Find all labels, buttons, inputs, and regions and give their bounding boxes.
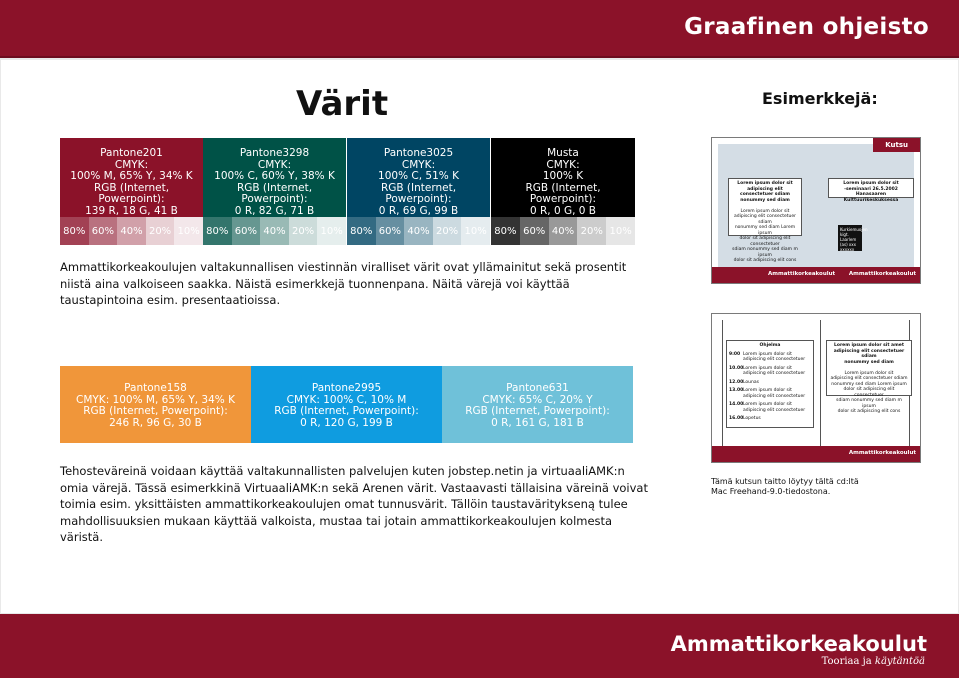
color-spec-line: 100% K (542, 170, 584, 182)
color-name: Pantone201 (100, 147, 163, 159)
tint-swatch: 60% (89, 217, 118, 245)
program-info-line: dolor sit adipiscing elit cons (837, 409, 901, 414)
footer-brand: Ammattikorkeakoulut (670, 632, 927, 656)
color-spec-line: 100% C, 60% Y, 38% K (214, 170, 335, 182)
program-info-line: sdiam nonummy sed diam m ipsum (836, 398, 902, 409)
invitation-text-line: dolor sit adipiscing elit cons (733, 258, 797, 263)
color-swatch (60, 138, 203, 217)
program-footer-brand: Ammattikorkeakoulut (848, 450, 916, 456)
color-swatch-text (251, 383, 442, 429)
invitation-event-line: Lorem ipsum dolor sit (843, 181, 899, 186)
program-info-line: adipiscing elit consectetuer sdiam (830, 376, 908, 381)
color-spec-line: RGB (Internet, Powerpoint): (236, 181, 313, 205)
invitation-text-box (728, 178, 802, 263)
program-info-line: dolor sit adipiscing elit consectetuer (843, 387, 895, 398)
color-spec-line: 100% M, 65% Y, 34% K (70, 170, 193, 182)
tint-row (60, 217, 203, 245)
tint-swatch: 40% (117, 217, 146, 245)
tint-row (203, 217, 346, 245)
program-text: Lounas (743, 379, 759, 385)
program-text: Lorem ipsum dolor sit adipiscing elit consectetuer (743, 351, 806, 362)
colors-heading: Värit (296, 84, 389, 124)
invitation-text-line: Lorem ipsum dolor sit (737, 181, 793, 186)
invitation-text-line: Lorem ipsum dolor sit (740, 208, 790, 214)
page-title: Graafinen ohjeisto (684, 14, 929, 40)
invitation-tag: Kutsu (873, 138, 920, 152)
color-swatch-text (442, 383, 633, 429)
color-spec-line: 0 R, 120 G, 199 B (300, 416, 393, 429)
program-info-line: Lorem ipsum dolor sit (844, 370, 894, 376)
color-spec-line: CMYK: (257, 158, 292, 171)
color-spec-line: CMYK: (401, 158, 436, 171)
color-spec-line: RGB (Internet, Powerpoint): (525, 181, 601, 205)
color-spec-line: 0 R, 69 G, 99 B (378, 204, 459, 217)
program-time: 16.00 (729, 416, 744, 421)
tint-row (491, 217, 635, 245)
color-spec-line: 0 R, 161 G, 181 B (491, 416, 584, 429)
tint-swatch: 80% (347, 217, 376, 245)
program-text: Lorem ipsum dolor sit adipiscing elit consectetuer (743, 402, 806, 413)
color-spec-line: CMYK: 100% C, 10% M (286, 393, 407, 406)
example-program (711, 313, 921, 463)
accent-colors-paragraph: Tehosteväreinä voidaan käyttää valtakunnallisten palvelujen kuten jobstep.netin ja virtuaaliAMK:n omia värejä. Tässä esimerkkinä VirtuaaliAMK:n sekä Arenen värit. Vastaavasti tällaisina väreinä voivat toimia esim. yksittäisten ammattikorkeakoulujen omat tunnusvärit. Tällöin taustaväritykseną tulee mahdollisuuksien mukaan käyttää valkoista, mustaa tai jotain ammattikorkeakoulujen kolmesta väristä. (60, 464, 648, 544)
program-footer (712, 446, 920, 462)
color-spec-line: RGB (Internet, Powerpoint): (380, 181, 457, 205)
accent-color-swatch (251, 366, 442, 443)
color-spec-line: CMYK: 100% M, 65% Y, 34% K (76, 393, 235, 406)
program-info-line: nonummy sed diam Lorem ipsum (831, 381, 907, 387)
tint-row (347, 217, 490, 245)
accent-color-swatch (60, 366, 251, 443)
invitation-address-box (838, 225, 868, 252)
color-swatch-text (60, 148, 203, 217)
color-name: Pantone158 (124, 382, 187, 394)
tint-swatch: 60% (520, 217, 549, 245)
tint-swatch: 10% (174, 217, 203, 245)
program-row (729, 366, 811, 377)
tint-swatch: 20% (146, 217, 175, 245)
color-name: Pantone2995 (311, 382, 382, 394)
tint-swatch: 80% (60, 217, 89, 245)
program-text: Lopetus (743, 416, 761, 421)
footer-bar (0, 614, 959, 678)
program-time: 10.00 (729, 365, 744, 371)
invitation-event-line: -seminaari 26.5.2002 (844, 186, 898, 192)
invitation-address-line: (as) xxx xxxxxx (840, 242, 857, 252)
header-bar (0, 0, 959, 58)
color-spec-line: RGB (Internet, Powerpoint): (93, 181, 170, 205)
color-name: Pantone3298 (239, 147, 310, 159)
invitation-text-line: sdiam nonummy sed diam m ipsum (732, 247, 798, 258)
invitation-text-line: dolor sit adipiscing elit consectetuer (739, 236, 791, 247)
invitation-footer-brand: Ammattikorkeakoulut (768, 271, 836, 277)
invitation-text-line: nonummy sed diam Lorem ipsum (734, 225, 796, 236)
colors-paragraph: Ammattikorkeakoulujen valtakunnallisen viestinnän viralliset värit ovat yllämainitut sekä prosentit niistä aina valkoiseen saakka. Näistä esimerkkejä tuonnenpana. Näitä värejä voi käyttää taustapintoina esim. presentaatioissa. (60, 260, 627, 307)
invitation-event-box (828, 178, 914, 203)
color-name: Pantone631 (506, 382, 569, 394)
color-spec-line: CMYK: 65% C, 20% Y (482, 393, 593, 406)
program-time: 13.00 (729, 388, 744, 393)
tint-swatch: 10% (606, 217, 635, 245)
program-info-box (826, 340, 912, 414)
tint-swatch: 60% (376, 217, 405, 245)
program-row (729, 402, 811, 413)
tint-swatch: 60% (232, 217, 261, 245)
color-spec-line: RGB (Internet, Powerpoint): (465, 405, 610, 417)
tint-swatch: 20% (577, 217, 606, 245)
program-text: Lorem ipsum dolor sit adipiscing elit consectetuer (743, 365, 806, 376)
color-spec-line: RGB (Internet, Powerpoint): (83, 405, 228, 417)
color-spec-line: 100% C, 51% K (378, 170, 459, 182)
program-info-line: nonummy sed diam (844, 359, 894, 365)
tint-swatch: 10% (317, 217, 346, 245)
color-swatch-text (60, 383, 251, 429)
color-swatch (491, 138, 635, 217)
program-time: 9:00 (729, 351, 741, 357)
program-row (729, 388, 811, 399)
tint-swatch: 40% (404, 217, 433, 245)
invitation-event-line: Hanasaaren Kulttuurikeskuksessa (843, 192, 899, 203)
program-text: Lorem ipsum dolor sit adipiscing elit consectetuer (743, 388, 806, 399)
color-spec-line: 0 R, 82 G, 71 B (234, 204, 315, 217)
color-spec-line: 139 R, 18 G, 41 B (85, 204, 178, 217)
color-spec-line: CMYK: (114, 158, 149, 171)
color-name: Pantone3025 (383, 147, 454, 159)
tint-swatch: 80% (203, 217, 232, 245)
color-swatch (203, 138, 346, 217)
accent-color-swatch (442, 366, 633, 443)
invitation-address-line: kigt. Laarlem (840, 232, 857, 242)
color-spec-line: 0 R, 0 G, 0 B (529, 204, 597, 217)
tint-swatch: 80% (491, 217, 520, 245)
example-note: Tämä kutsun taitto löytyy tältä cd:ltä Mac Freehand-9.0-tiedostona. (711, 477, 859, 496)
footer-slogan: Tooriaa ja käytäntöä (821, 656, 925, 667)
invitation-footer-brand-right: Ammattikorkeakoulut (848, 271, 916, 277)
invitation-text-line: adipiscing elit consectetuer sdiam (740, 186, 790, 197)
color-swatch-text (491, 148, 635, 217)
invitation-text-line: nonummy sed diam (740, 197, 790, 203)
tint-swatch: 20% (433, 217, 462, 245)
tint-swatch: 40% (260, 217, 289, 245)
invitation-text-line: adipiscing elit consectetuer sdiam (733, 214, 797, 225)
color-swatch-text (203, 148, 346, 217)
program-row (729, 380, 811, 386)
tint-swatch: 20% (289, 217, 318, 245)
program-row (729, 416, 811, 422)
program-info-line: Lorem ipsum dolor sit amet (834, 343, 904, 348)
color-swatch-text (347, 148, 490, 217)
examples-heading: Esimerkkejä: (762, 89, 878, 108)
color-spec-line: CMYK: (546, 158, 580, 171)
color-spec-line: RGB (Internet, Powerpoint): (274, 405, 419, 417)
program-time: 14.00 (729, 402, 744, 407)
tint-swatch: 10% (461, 217, 490, 245)
color-spec-line: 246 R, 96 G, 30 B (109, 416, 202, 429)
program-info-line: adipiscing elit consectetuer sdiam (833, 348, 905, 359)
example-invitation (711, 137, 921, 284)
program-box: Ohjelma 9:00 Lorem ipsum dolor sit adipiscing elit consectetuer 10.00 Lorem ipsum dolor sit adipiscing elit consectetuer 12.00 Lounas 13.00 Lorem ipsum dolor sit adipiscing elit consectetuer 14.00 Lorem ipsum dolor sit adipiscing elit consectetuer 16.00 Lopetus (726, 340, 814, 428)
tint-swatch: 40% (549, 217, 578, 245)
color-swatch (347, 138, 490, 217)
program-time: 12.00 (729, 379, 744, 385)
program-row (729, 352, 811, 363)
color-name: Musta (547, 147, 579, 159)
invitation-address-line: Kurkiemuojen (840, 227, 868, 232)
invitation-footer (712, 267, 920, 283)
